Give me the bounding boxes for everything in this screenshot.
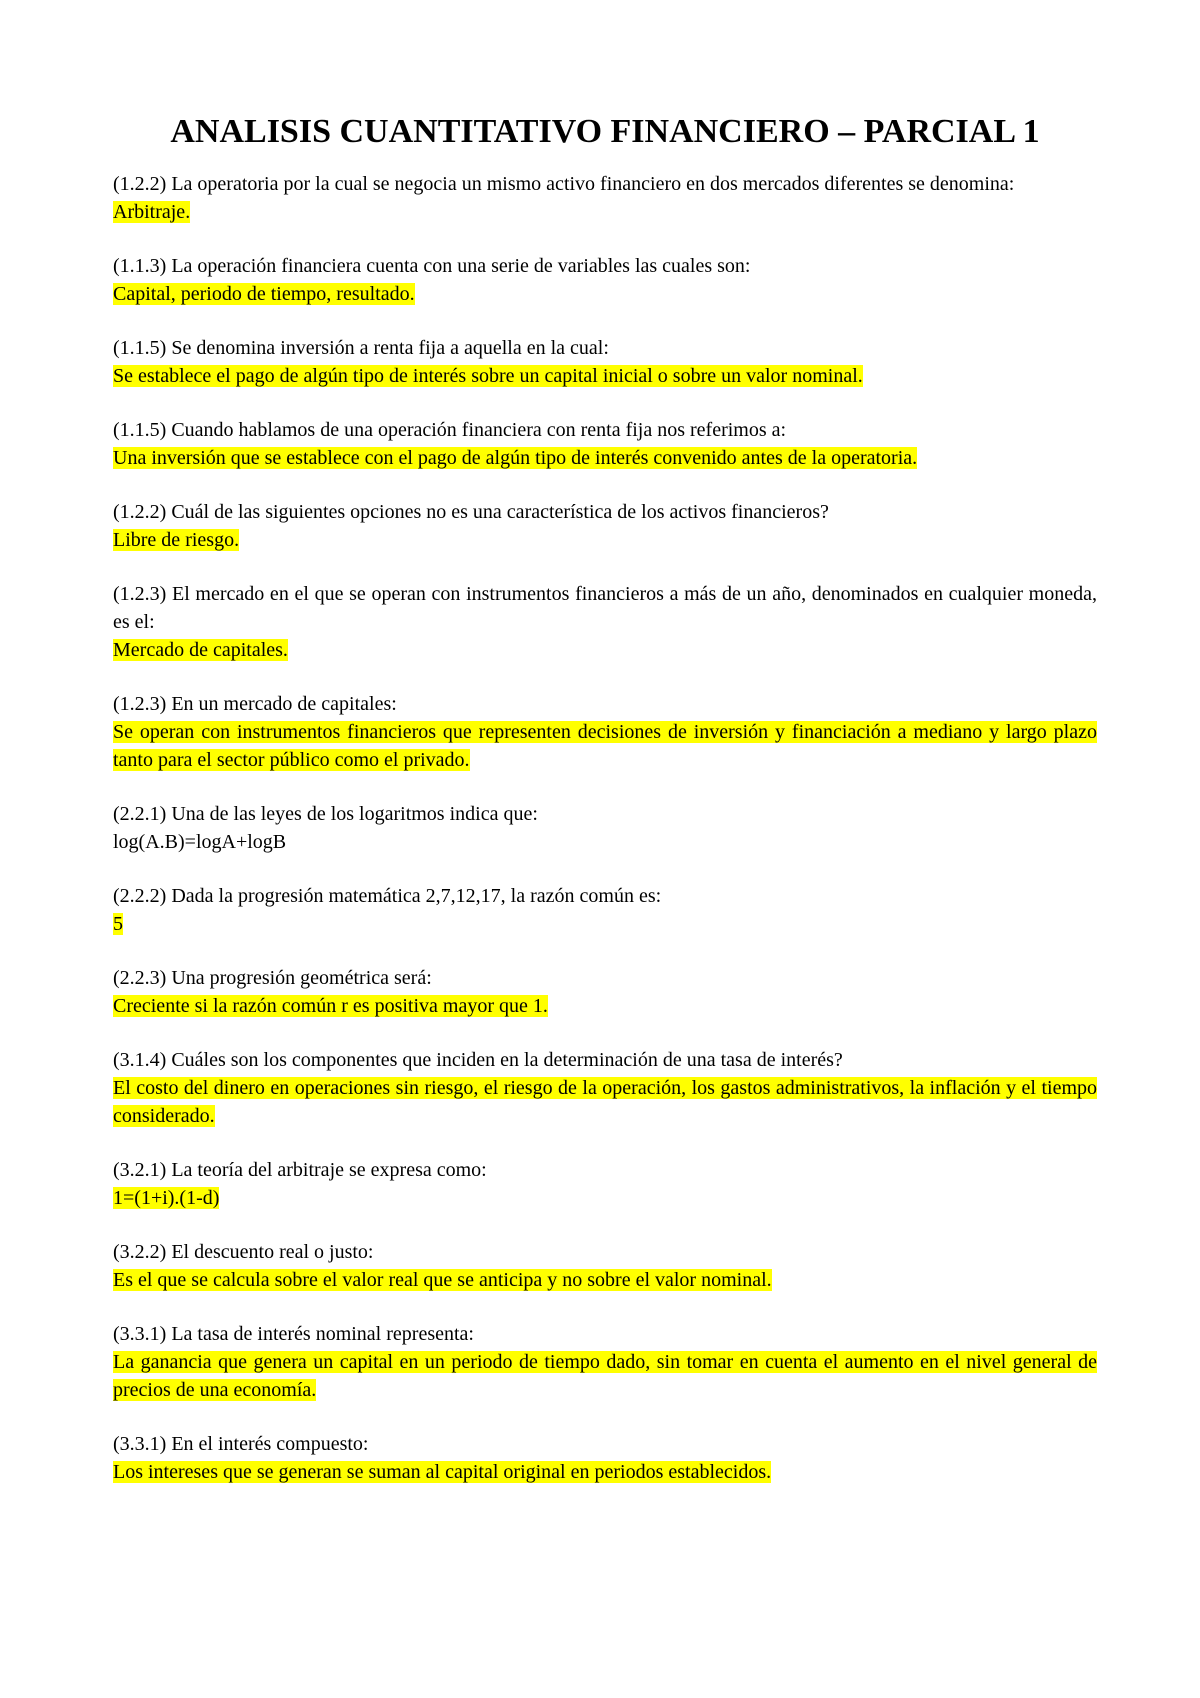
answer-line [113,280,1097,308]
answer-text: Creciente si la razón común r es positiva mayor que 1. [113,995,548,1017]
answer-line [113,910,1097,938]
answer-text: Mercado de capitales. [113,639,288,661]
answer-text: Arbitraje. [113,201,191,223]
question-text: (3.3.1) En el interés compuesto: [113,1433,369,1455]
answer-line [113,1074,1097,1130]
question-text: (1.1.5) Se denomina inversión a renta fija a aquella en la cual: [113,337,609,359]
qa-item [113,1320,1097,1404]
answer-text: Se establece el pago de algún tipo de interés sobre un capital inicial o sobre un valor nominal. [113,365,863,387]
answer-text: Los intereses que se generan se suman al capital original en periodos establecidos. [113,1461,772,1483]
answer-line [113,992,1097,1020]
question-text: (1.1.5) Cuando hablamos de una operación financiera con renta fija nos referimos a: [113,419,787,441]
document-page [113,112,1097,1512]
answer-line [113,198,1097,226]
question-text: (2.2.2) Dada la progresión matemática 2,7,12,17, la razón común es: [113,885,662,907]
qa-item [113,964,1097,1020]
qa-list [113,170,1097,1486]
question-text: (3.2.2) El descuento real o justo: [113,1241,374,1263]
qa-item [113,1046,1097,1130]
qa-item [113,882,1097,938]
answer-line [113,828,1097,856]
answer-line [113,526,1097,554]
answer-text: 5 [113,913,123,935]
qa-item [113,1156,1097,1212]
answer-text: La ganancia que genera un capital en un periodo de tiempo dado, sin tomar en cuenta el aumento en el nivel general de precios de una economía. [113,1351,1097,1401]
question-text: (1.2.2) Cuál de las siguientes opciones no es una característica de los activos financieros? [113,501,829,523]
answer-line [113,1348,1097,1404]
qa-item [113,1238,1097,1294]
question-text: (1.2.3) El mercado en el que se operan con instrumentos financieros a más de un año, denominados en cualquier moneda, es el: [113,583,1097,633]
question-text: (1.2.2) La operatoria por la cual se negocia un mismo activo financiero en dos mercados diferentes se denomina: [113,173,1015,195]
qa-item [113,252,1097,308]
answer-text: Una inversión que se establece con el pago de algún tipo de interés convenido antes de la operatoria. [113,447,918,469]
answer-text: 1=(1+i).(1-d) [113,1187,220,1209]
document-title: ANALISIS CUANTITATIVO FINANCIERO – PARCIAL 1 [170,113,1040,150]
answer-text: log(A.B)=logA+logB [113,831,287,853]
answer-line [113,1266,1097,1294]
qa-item [113,800,1097,856]
answer-line [113,1458,1097,1486]
qa-item [113,498,1097,554]
answer-line [113,362,1097,390]
question-text: (2.2.3) Una progresión geométrica será: [113,967,432,989]
qa-item [113,170,1097,226]
question-text: (3.3.1) La tasa de interés nominal representa: [113,1323,474,1345]
answer-text: Es el que se calcula sobre el valor real que se anticipa y no sobre el valor nominal. [113,1269,772,1291]
answer-line [113,444,1097,472]
qa-item [113,334,1097,390]
qa-item [113,580,1097,664]
question-text: (3.2.1) La teoría del arbitraje se expresa como: [113,1159,487,1181]
question-text: (2.2.1) Una de las leyes de los logaritmos indica que: [113,803,538,825]
answer-text: Libre de riesgo. [113,529,240,551]
question-text: (1.1.3) La operación financiera cuenta con una serie de variables las cuales son: [113,255,751,277]
answer-text: Se operan con instrumentos financieros que representen decisiones de inversión y financiación a mediano y largo plazo tanto para el sector público como el privado. [113,721,1097,771]
answer-text: El costo del dinero en operaciones sin riesgo, el riesgo de la operación, los gastos administrativos, la inflación y el tiempo considerado. [113,1077,1097,1127]
qa-item [113,690,1097,774]
answer-text: Capital, periodo de tiempo, resultado. [113,283,415,305]
question-text: (1.2.3) En un mercado de capitales: [113,693,397,715]
qa-item [113,416,1097,472]
answer-line [113,636,1097,664]
question-text: (3.1.4) Cuáles son los componentes que inciden en la determinación de una tasa de interés? [113,1049,843,1071]
answer-line [113,1184,1097,1212]
answer-line [113,718,1097,774]
qa-item [113,1430,1097,1486]
